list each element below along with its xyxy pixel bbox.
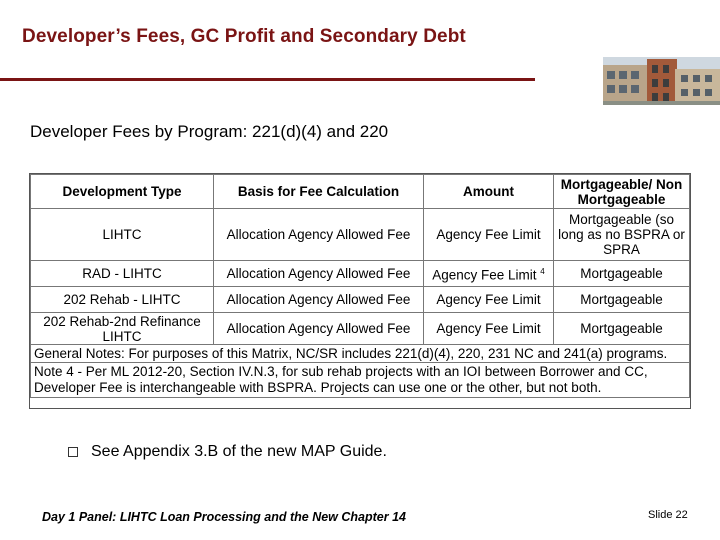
general-notes-row xyxy=(31,345,690,363)
cell-amount-text: Agency Fee Limit xyxy=(432,267,537,283)
cell-development-type: RAD - LIHTC xyxy=(31,261,214,287)
section-subtitle: Developer Fees by Program: 221(d)(4) and 220 xyxy=(30,122,389,141)
table-row xyxy=(31,261,690,287)
checkbox-bullet-icon xyxy=(68,447,78,457)
cell-development-type: 202 Rehab - LIHTC xyxy=(31,287,214,313)
note-row xyxy=(31,363,690,398)
building-photo xyxy=(603,57,720,105)
general-notes: General Notes: For purposes of this Matrix, NC/SR includes 221(d)(4), 220, 231 NC and 241(a) programs. xyxy=(31,345,690,363)
cell-amount: Agency Fee Limit xyxy=(424,287,554,313)
cell-development-type: LIHTC xyxy=(31,209,214,261)
cell-amount xyxy=(424,261,554,287)
building-photo-image xyxy=(603,57,720,105)
cell-mortgageable: Mortgageable xyxy=(554,287,690,313)
cell-basis: Allocation Agency Allowed Fee xyxy=(214,261,424,287)
table-row xyxy=(31,313,690,345)
title-divider xyxy=(0,78,535,81)
header-amount: Amount xyxy=(424,175,554,209)
cell-basis: Allocation Agency Allowed Fee xyxy=(214,287,424,313)
slide-number: Slide 22 xyxy=(648,509,688,521)
cell-amount: Agency Fee Limit xyxy=(424,313,554,345)
cell-basis: Allocation Agency Allowed Fee xyxy=(214,209,424,261)
cell-development-type: 202 Rehab-2nd Refinance LIHTC xyxy=(31,313,214,345)
table-header-row xyxy=(31,175,690,209)
footer-text: Day 1 Panel: LIHTC Loan Processing and the New Chapter 14 xyxy=(42,510,406,524)
slide-title: Developer’s Fees, GC Profit and Secondary Debt xyxy=(22,26,466,47)
bullet-text: See Appendix 3.B of the new MAP Guide. xyxy=(91,443,387,460)
cell-mortgageable: Mortgageable xyxy=(554,261,690,287)
table-row xyxy=(31,287,690,313)
cell-mortgageable: Mortgageable (so long as no BSPRA or SPRA xyxy=(554,209,690,261)
cell-basis: Allocation Agency Allowed Fee xyxy=(214,313,424,345)
cell-amount: Agency Fee Limit xyxy=(424,209,554,261)
developer-fees-table xyxy=(29,173,691,409)
footnote-marker: 4 xyxy=(540,267,545,277)
note-4: Note 4 - Per ML 2012-20, Section IV.N.3, for sub rehab projects with an IOI between Borrower and CC, Developer Fee is interchangeable with BSPRA. Projects can use one or the other, but not both. xyxy=(31,363,690,398)
table-row xyxy=(31,209,690,261)
header-development-type: Development Type xyxy=(31,175,214,209)
header-mortgageable: Mortgageable/ Non Mortgageable xyxy=(554,175,690,209)
cell-mortgageable: Mortgageable xyxy=(554,313,690,345)
header-basis: Basis for Fee Calculation xyxy=(214,175,424,209)
